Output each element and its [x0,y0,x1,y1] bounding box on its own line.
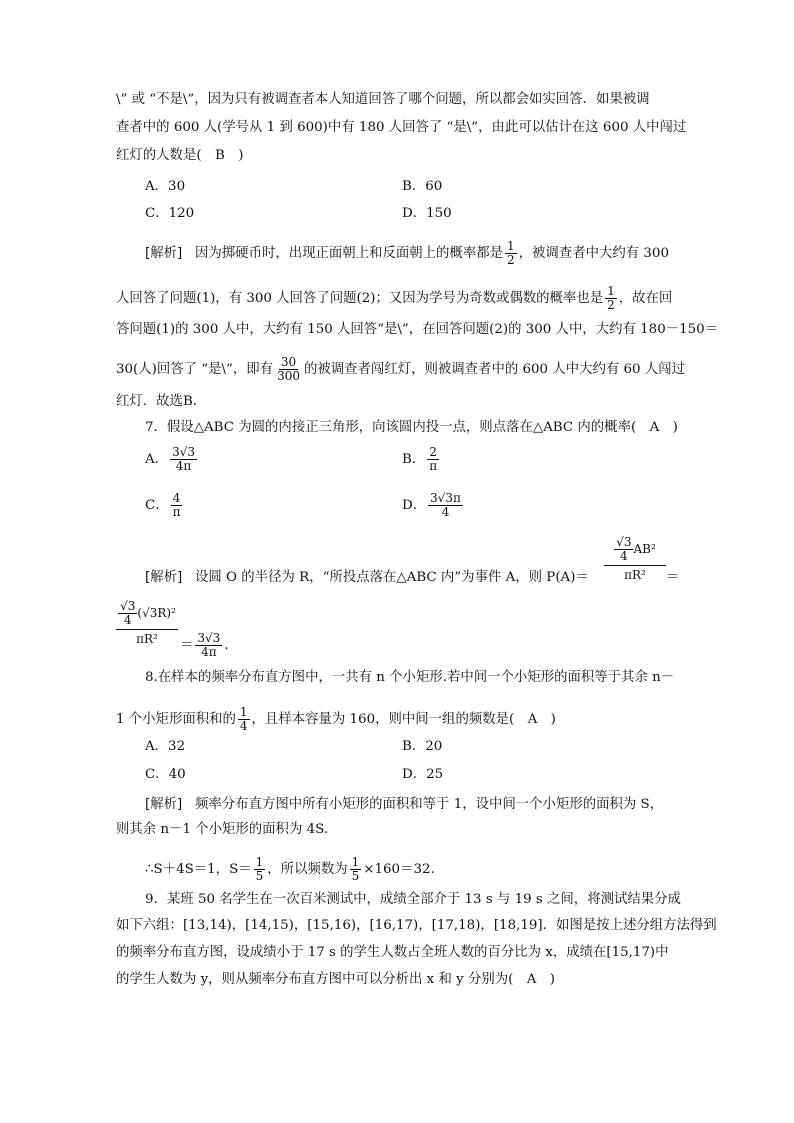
q7-option-a-fraction: $\frac{3√3}{4\pi}$ [172,445,195,473]
solution-tag: [解析] [145,570,183,585]
q9-stem-line-2: 如下六组：[13,14)，[14,15)，[15,16)，[16,17)，[17,18)，[18,19]．如图是按上述分组方法得到 [116,918,717,933]
q7-sol-text: 设圆 O 的半径为 R，“所投点落在△ABC 内”为事件 A，则 P(A)＝ [195,570,589,585]
q8-option-b: B．20 [402,739,443,754]
q6-text-line-2: 查者中的 600 人(学号从 1 到 600)中有 180 人回答了 “是\”，由此可以估计在这 600 人中闯过 [116,120,687,135]
q7-option-c-fraction: $\frac{4}{\pi}$ [172,491,181,519]
q9-stem-line-1: 9．某班 50 名学生在一次百米测试中，成绩全部介于 13 s 与 19 s 之间，将测试结果分成 [145,892,681,907]
q7-option-b: B． $\frac{2}{\pi}$ [402,445,438,473]
q7-probability-fraction: $\frac{√3}{4}$ AB² πR² [604,536,666,582]
q6-solution-line-3: 答问题(1)的 300 人中，大约有 150 人回答“是\”，在回答问题(2)的 300 人中，大约有 180－150＝ [116,322,719,337]
q6-sol-text: 人回答了问题(1)，有 300 人回答了问题(2)；又因为学号为奇数或偶数的概率也是 [116,291,604,306]
fraction-one-fifth: $\frac{1}{5}$ [351,855,360,883]
q7-option-d: D． $\frac{3√3\pi}{4}$ [402,491,461,519]
q7-option-a: A． $\frac{3√3}{4\pi}$ [145,445,195,473]
q8-stem-line-2: 1 个小矩形面积和的 $\frac{1}{4}$ ，且样本容量为 160，则中间一组的频数是( A ) [116,705,556,733]
fraction-one-half: $\frac{1}{2}$ [607,284,615,312]
q7-solution-line-1 [145,568,589,588]
q7-result-fraction: $\frac{3√3}{4\pi}$ [197,631,221,659]
fraction-30-300: $\frac{30}{300}$ [277,355,300,383]
solution-tag: [解析] [145,246,183,261]
q8-option-d: D．25 [402,767,444,782]
q6-sol-text: 因为掷硬币时，出现正面朝上和反面朝上的概率都是 [195,246,503,261]
q7-option-b-fraction: $\frac{2}{\pi}$ [429,445,438,473]
q6-option-a: A．30 [145,179,186,194]
q6-solution-line-1 [145,240,669,267]
fraction-one-fifth: $\frac{1}{5}$ [255,855,264,883]
fraction-one-quarter: $\frac{1}{4}$ [239,705,248,733]
q7-equals: ＝ [666,570,680,585]
q6-sol-text: ，被调查者中大约有 300 [518,246,669,261]
q8-solution-line-2: 则其余 n－1 个小矩形的面积为 4S. [116,822,329,837]
q6-solution-line-5: 红灯．故选B． [116,394,207,409]
q6-option-d: D．150 [402,206,452,221]
q9-stem-line-3: 的频率分布直方图，设成绩小于 17 s 的学生人数占全班人数的百分比为 x，成绩在[15,17)中 [116,945,669,960]
q7-stem: 7．假设△ABC 为圆的内接正三角形，向该圆内投一点，则点落在△ABC 内的概率( A ) [145,420,678,435]
q9-stem-line-4: 的学生人数为 y，则从频率分布直方图中可以分析出 x 和 y 分别为( A ) [116,972,556,987]
q8-option-a: A．32 [145,739,186,754]
solution-tag: [解析] [145,797,183,812]
q6-sol-text: 的被调查者闯红灯，则被调查者中的 600 人中大约有 60 人闯过 [303,362,685,377]
q6-text-line-1: \” 或 “不是\”，因为只有被调查者本人知道回答了哪个问题，所以都会如实回答．如果被调 [116,92,650,107]
q8-stem-line-1: 8.在样本的频率分布直方图中，一共有 n 个小矩形.若中间一个小矩形的面积等于其余 n－ [145,670,675,685]
q6-text-line-3: 红灯的人数是( B ) [116,148,244,163]
q8-solution-line-3: ∴S＋4S＝1，S＝ $\frac{1}{5}$ ，所以频数为 $\frac{1}{5}$ ×160＝32. [145,855,435,883]
q6-option-b: B．60 [402,179,443,194]
q8-solution-line-1 [145,795,663,815]
q7-second-equals: ＝ $\frac{3√3}{4\pi}$ . [180,631,229,659]
q7-option-c: C． $\frac{4}{\pi}$ [145,491,181,519]
q8-option-c: C．40 [145,767,186,782]
q6-option-c: C．120 [145,206,195,221]
fraction-one-half: $\frac{1}{2}$ [507,239,515,267]
q6-sol-text: 30(人)回答了 “是\”，即有 [116,362,274,377]
q6-sol-text: ，故在回 [618,291,673,306]
q6-solution-line-2 [116,285,672,312]
q7-option-d-fraction: $\frac{3√3\pi}{4}$ [430,491,461,519]
q6-solution-line-4 [116,356,685,383]
q7-second-fraction: $\frac{√3}{4}$ (√3R)² πR² [116,600,178,646]
q8-sol-text: 频率分布直方图中所有小矩形的面积和等于 1，设中间一个小矩形的面积为 S， [195,797,664,812]
